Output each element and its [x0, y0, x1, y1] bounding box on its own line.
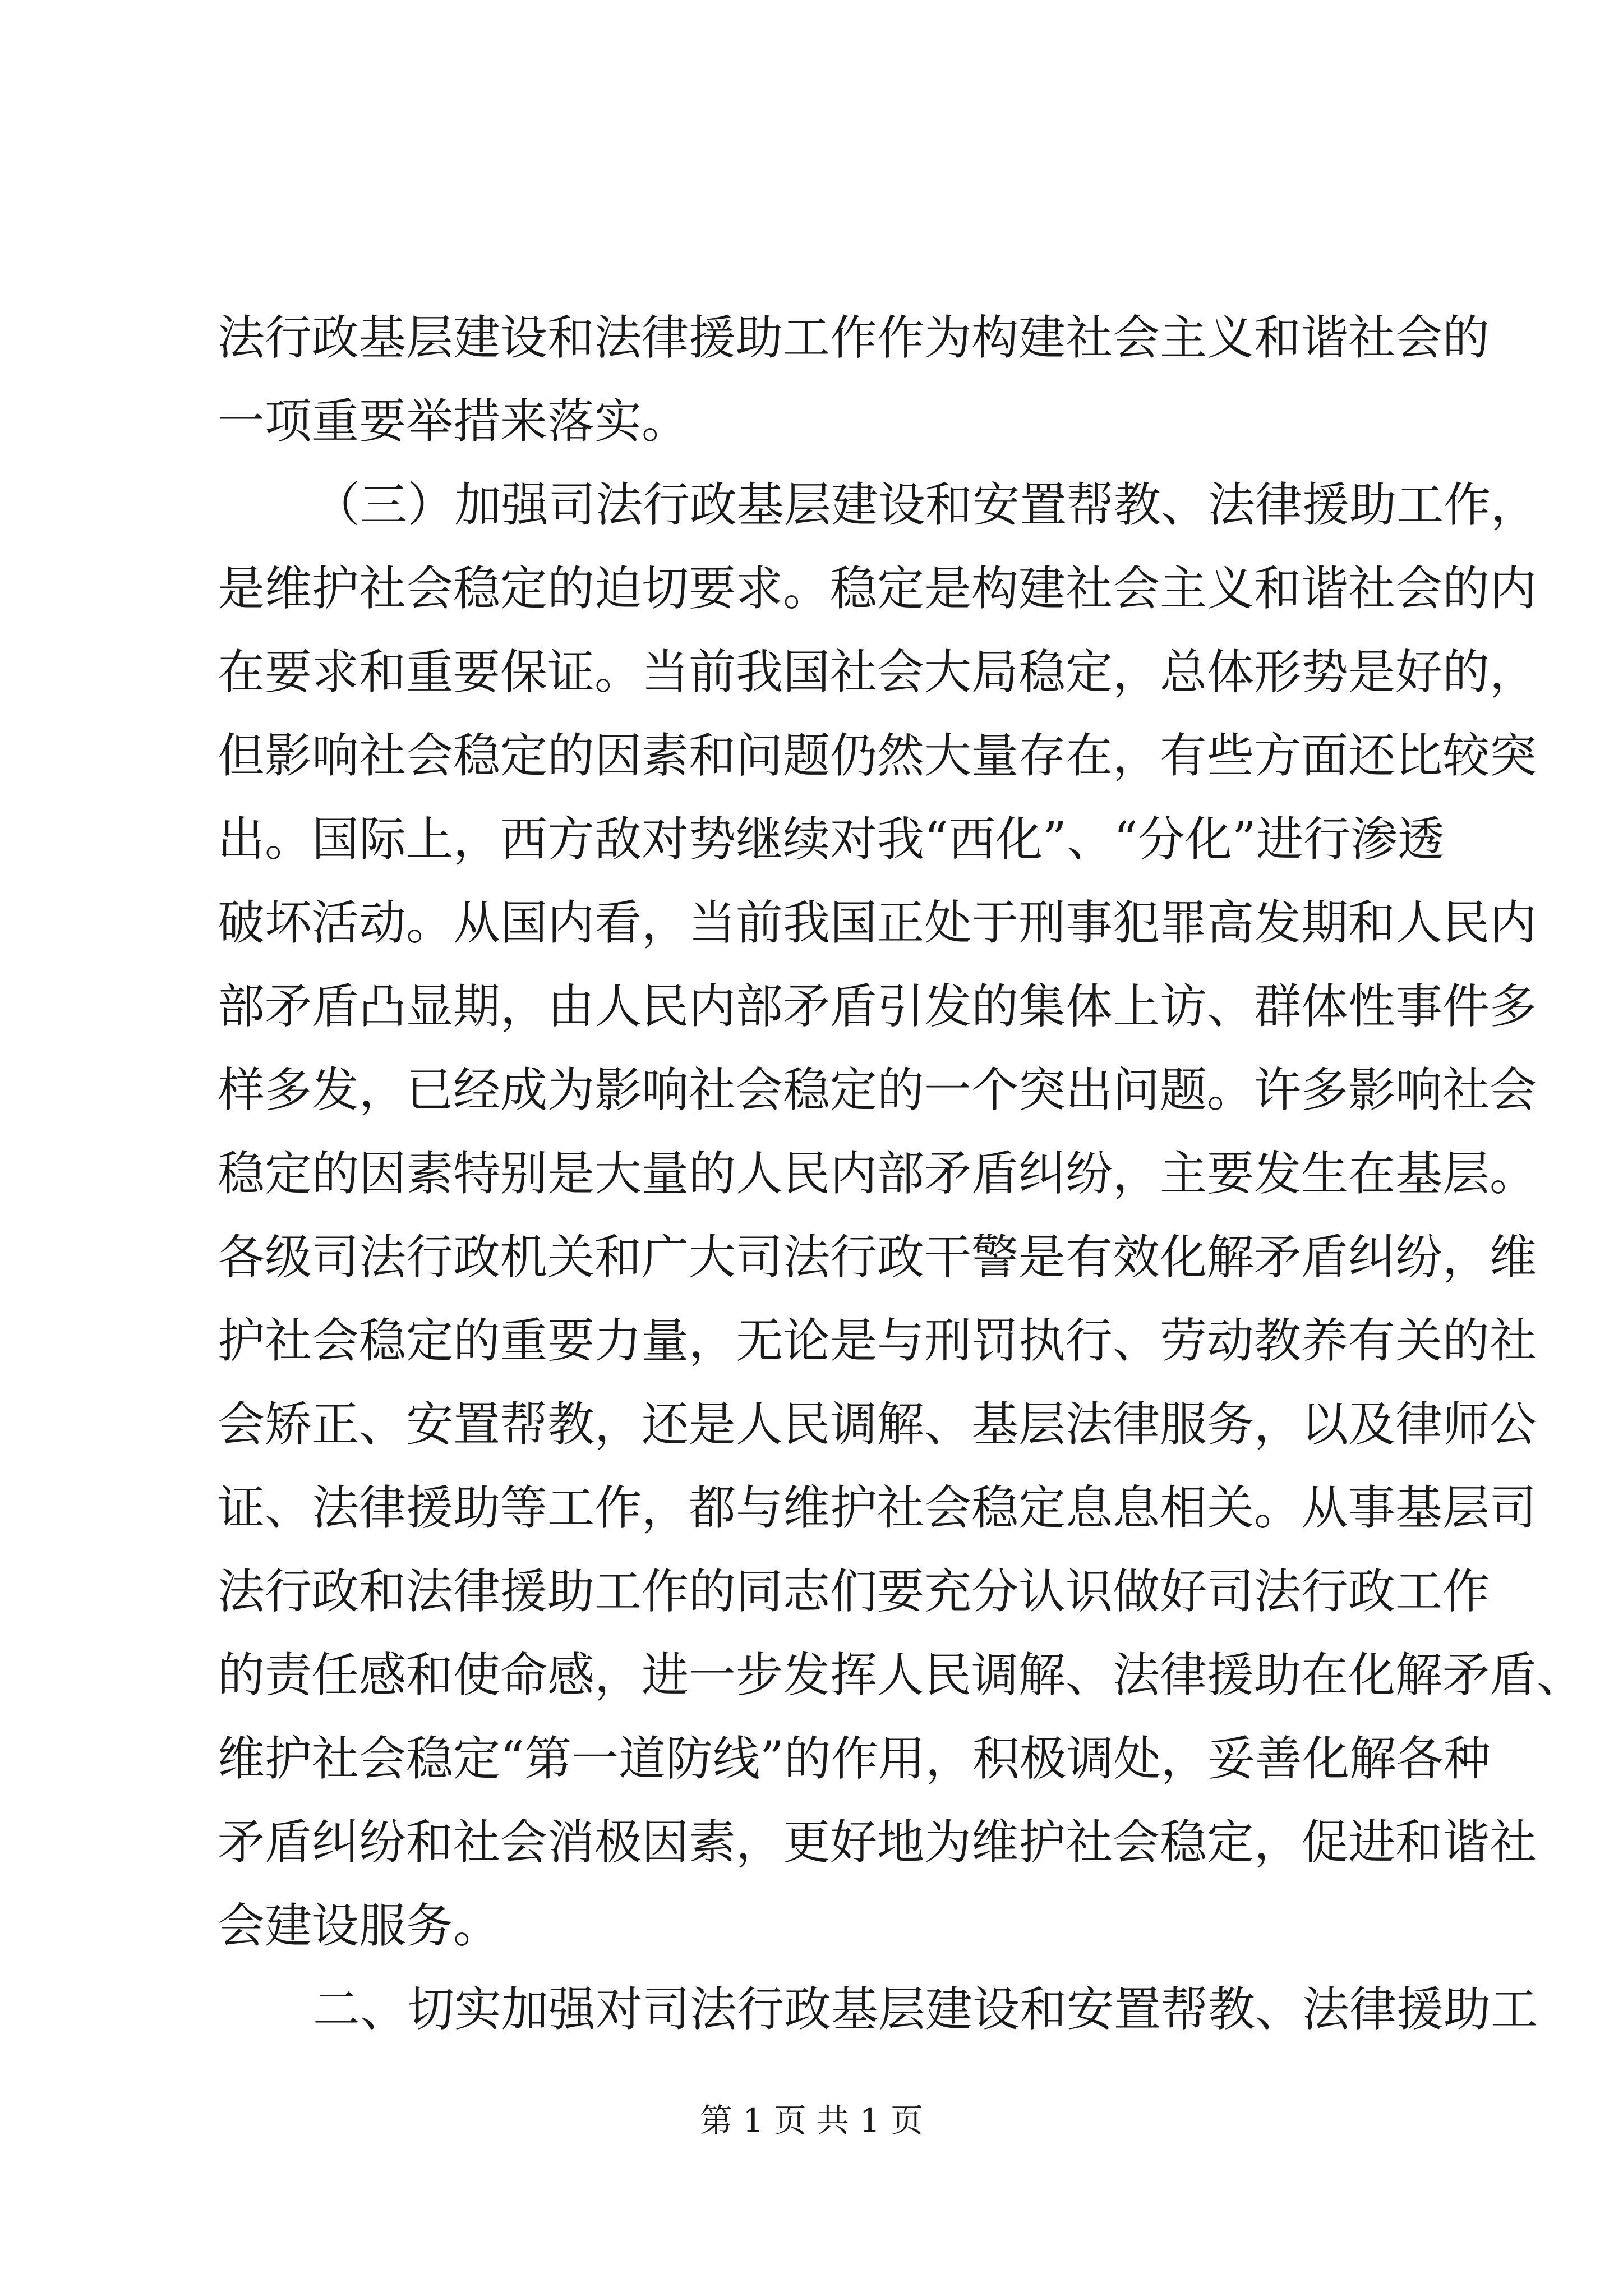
document-body [218, 296, 1584, 2051]
text-line: 维护社会稳定“第一道防线”的作用，积极调处，妥善化解各种 [218, 1731, 1491, 1786]
text-line: 出。国际上，西方敌对势继续对我“西化”、“分化”进行渗透 [218, 812, 1445, 867]
text-line: 破坏活动。从国内看，当前我国正处于刑事犯罪高发期和人民内 [218, 895, 1537, 950]
text-line: 会矫正、安置帮教，还是人民调解、基层法律服务，以及律师公 [218, 1397, 1537, 1452]
text-line: 但影响社会稳定的因素和问题仍然大量存在，有些方面还比较突 [218, 728, 1537, 783]
paragraph-start-line: （三）加强司法行政基层建设和安置帮教、法律援助工作， [313, 477, 1538, 532]
page-footer: 第 1 页 共 1 页 [700, 2101, 923, 2139]
text-line: 一项重要举措来落实。 [218, 394, 689, 449]
text-line: 在要求和重要保证。当前我国社会大局稳定，总体形势是好的， [218, 645, 1537, 700]
text-line: 的责任感和使命感，进一步发挥人民调解、法律援助在化解矛盾、 [218, 1648, 1584, 1703]
text-line: 会建设服务。 [218, 1898, 501, 1953]
text-line: 法行政和法律援助工作的同志们要充分认识做好司法行政工作 [218, 1564, 1490, 1619]
text-line: 证、法律援助等工作，都与维护社会稳定息息相关。从事基层司 [218, 1480, 1537, 1535]
text-line: 各级司法行政机关和广大司法行政干警是有效化解矛盾纠纷，维 [218, 1230, 1537, 1285]
text-line: 护社会稳定的重要力量，无论是与刑罚执行、劳动教养有关的社 [218, 1313, 1537, 1368]
text-line: 稳定的因素特别是大量的人民内部矛盾纠纷，主要发生在基层。 [218, 1146, 1537, 1201]
text-line: 样多发，已经成为影响社会稳定的一个突出问题。许多影响社会 [218, 1062, 1537, 1117]
text-line: 部矛盾凸显期，由人民内部矛盾引发的集体上访、群体性事件多 [218, 979, 1537, 1034]
text-line: 是维护社会稳定的迫切要求。稳定是构建社会主义和谐社会的内 [218, 561, 1537, 616]
text-line: 法行政基层建设和法律援助工作作为构建社会主义和谐社会的 [218, 310, 1490, 365]
text-line: 矛盾纠纷和社会消极因素，更好地为维护社会稳定，促进和谐社 [218, 1815, 1537, 1870]
section-heading-line: 二、切实加强对司法行政基层建设和安置帮教、法律援助工 [313, 1982, 1538, 2037]
